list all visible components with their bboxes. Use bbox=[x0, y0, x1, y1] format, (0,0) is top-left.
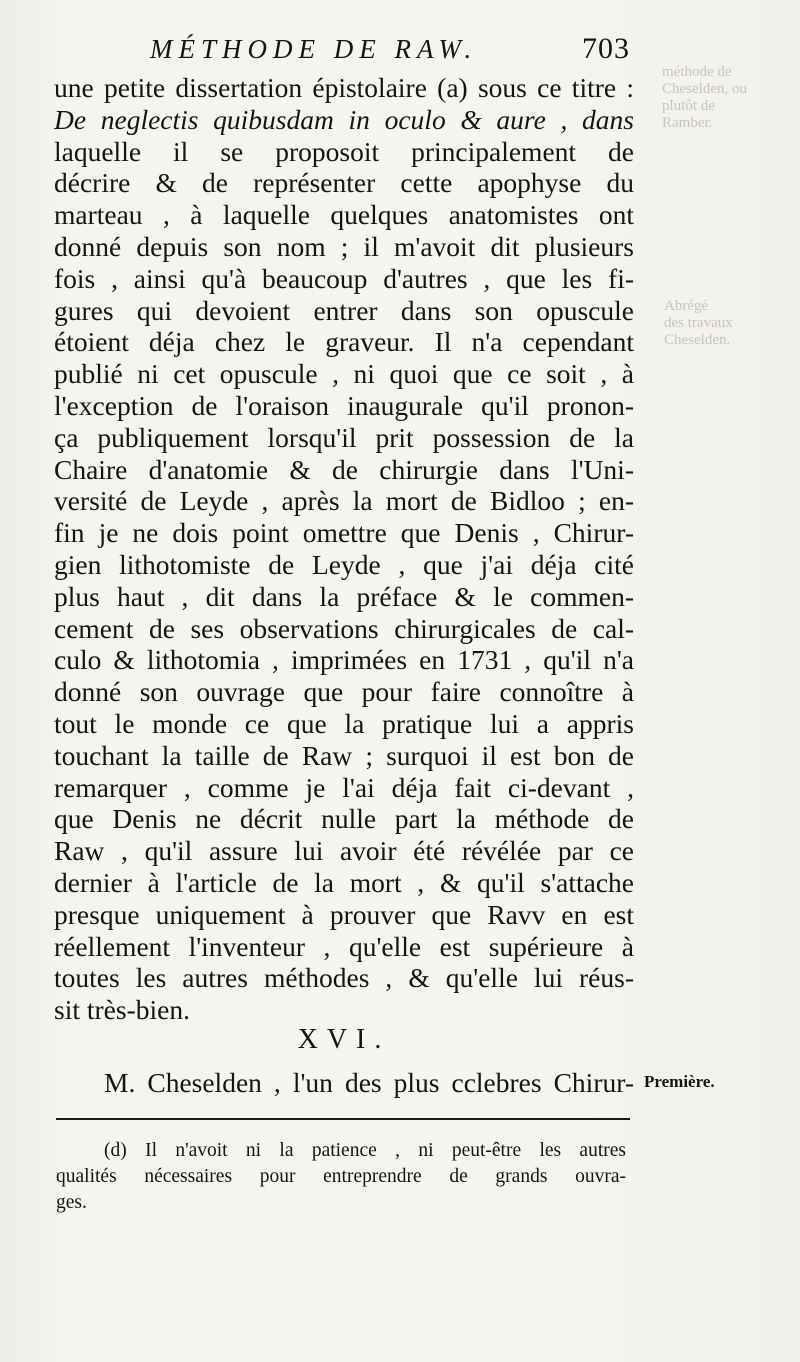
text-line: marteau , à laquelle quelques anatomistes ont bbox=[54, 199, 634, 231]
text-line: laquelle il se proposoit principalement de bbox=[54, 135, 634, 167]
footnote-line: (d) Il n'avoit ni la patience , ni peut-être les autres bbox=[104, 1140, 626, 1161]
text-line: gien lithotomiste de Leyde , que j'ai déja cité bbox=[54, 548, 634, 580]
text-line: Chaire d'anatomie & de chirurgie dans l'Uni- bbox=[54, 453, 634, 485]
section-heading: XVI. bbox=[297, 1024, 391, 1055]
text-line: publié ni cet opuscule , ni quoi que ce soit , à bbox=[54, 358, 634, 390]
footnote-line: qualités nécessaires pour entreprendre de grands ouvra- bbox=[56, 1166, 626, 1187]
page-number: 703 bbox=[582, 32, 630, 65]
text-line: ça publiquement lorsqu'il prit possession de la bbox=[54, 421, 634, 453]
text-line: sit très-bien. bbox=[54, 994, 190, 1026]
show-through-text: Abrégé des travaux Cheselden. bbox=[664, 298, 733, 348]
text-line: plus haut , dit dans la préface & le commen- bbox=[54, 580, 634, 612]
page-header bbox=[150, 28, 630, 72]
section-first-line: M. Cheselden , l'un des plus cclebres Chirur- bbox=[104, 1067, 634, 1098]
show-through-text: méthode de Cheselden, ou plutôt de Ramber. bbox=[662, 64, 747, 131]
text-line: gures qui devoient entrer dans son opuscule bbox=[54, 294, 634, 326]
text-line: dernier à l'article de la mort , & qu'il s'attache bbox=[54, 866, 634, 898]
text-line: versité de Leyde , après la mort de Bidloo ; en- bbox=[54, 485, 634, 517]
text-line: fois , ainsi qu'à beaucoup d'autres , que les fi- bbox=[54, 262, 634, 294]
text-line: toutes les autres méthodes , & qu'elle lui réus- bbox=[54, 962, 634, 994]
text-line: remarquer , comme je l'ai déja fait ci-devant , bbox=[54, 771, 634, 803]
running-title: MÉTHODE DE RAW. bbox=[150, 34, 478, 64]
footnote bbox=[56, 1138, 626, 1216]
text-line: une petite dissertation épistolaire (a) sous ce titre : bbox=[54, 72, 634, 103]
text-line: touchant la taille de Raw ; surquoi il est bon de bbox=[54, 739, 634, 771]
text-line: étoient déja chez le graveur. Il n'a cependant bbox=[54, 326, 634, 358]
text-line: culo & lithotomia , imprimées en 1731 , qu'il n'a bbox=[54, 644, 634, 676]
text-line: l'exception de l'oraison inaugurale qu'il pronon- bbox=[54, 389, 634, 421]
text-line: donné depuis son nom ; il m'avoit dit plusieurs bbox=[54, 230, 634, 262]
body-paragraph bbox=[54, 72, 634, 1026]
text-line: fin je ne dois point omettre que Denis , Chirur- bbox=[54, 517, 634, 549]
text-line: presque uniquement à prouver que Ravv en est bbox=[54, 898, 634, 930]
footnote-rule bbox=[56, 1118, 630, 1120]
text-line: donné son ouvrage que pour faire connoître à bbox=[54, 676, 634, 708]
text-line: De neglectis quibusdam in oculo & aure , dans bbox=[54, 103, 634, 135]
text-line: Raw , qu'il assure lui avoir été révélée par ce bbox=[54, 835, 634, 867]
margin-note: Première. bbox=[644, 1072, 715, 1091]
text-line: que Denis ne décrit nulle part la méthode de bbox=[54, 803, 634, 835]
text-line: décrire & de représenter cette apophyse du bbox=[54, 167, 634, 199]
footnote-line: ges. bbox=[56, 1192, 87, 1213]
text-line: cement de ses observations chirurgicales de cal- bbox=[54, 612, 634, 644]
text-line: tout le monde ce que la pratique lui a appris bbox=[54, 707, 634, 739]
text-line: réellement l'inventeur , qu'elle est supérieure à bbox=[54, 930, 634, 962]
